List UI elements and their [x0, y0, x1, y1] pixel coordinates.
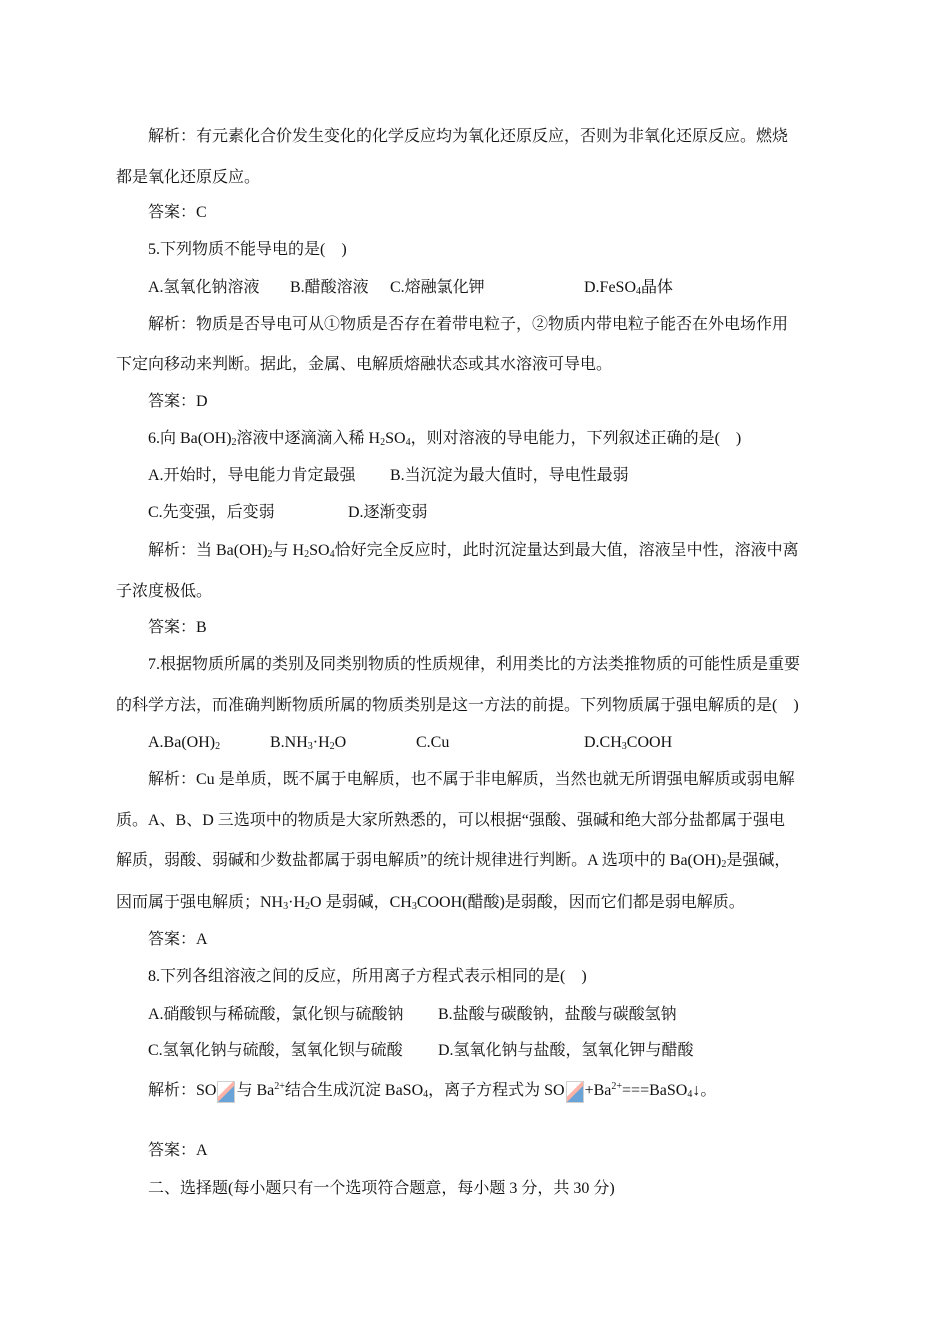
- q8-option-d: [438, 1041, 694, 1061]
- text: B.盐酸与碳酸钠，盐酸与碳酸氢钠: [438, 1006, 677, 1023]
- subscript: 4: [405, 437, 411, 448]
- superscript: 2+: [611, 1081, 623, 1092]
- text: O 是弱碱，CH: [310, 894, 412, 911]
- q7-option-a: [148, 733, 220, 753]
- text: ·H: [288, 894, 306, 911]
- q4-answer: [148, 203, 207, 223]
- text: 6.向 Ba(OH): [148, 430, 232, 447]
- subscript: 3: [411, 901, 417, 912]
- q8-option-a: [148, 1005, 404, 1025]
- text: D.FeSO: [584, 279, 637, 296]
- text: COOH(醋酸)是弱酸，因而它们都是弱电解质。: [416, 894, 745, 911]
- text: 解质，弱酸、弱碱和少数盐都属于弱电解质”的统计规律进行判断。A 选项中的 Ba(OH): [116, 852, 722, 869]
- text: ===BaSO: [622, 1082, 688, 1099]
- q5-option-d: [584, 278, 673, 298]
- q8-option-b: [438, 1005, 677, 1025]
- text: +Ba: [584, 1082, 612, 1099]
- q6-option-c: [148, 503, 275, 523]
- subscript: 4: [423, 1089, 429, 1100]
- text: ，则对溶液的导电能力，下列叙述正确的是( ): [410, 430, 742, 447]
- text: D.逐渐变弱: [348, 504, 428, 521]
- text: 下定向移动来判断。据此，金属、电解质熔融状态或其水溶液可导电。: [116, 356, 613, 373]
- text: 结合生成沉淀 BaSO: [284, 1082, 424, 1099]
- q5-stem: [148, 240, 347, 260]
- text: 答案：D: [148, 393, 208, 410]
- q6-option-b: [390, 466, 629, 486]
- q4-analysis-line-1: [148, 127, 788, 147]
- text: O: [334, 734, 347, 751]
- text: D.氢氧化钠与盐酸，氢氧化钾与醋酸: [438, 1042, 694, 1059]
- broken-image-icon: [217, 1081, 235, 1103]
- q5-analysis-line-1: [148, 315, 788, 335]
- q7-analysis-line-2: [116, 811, 785, 831]
- text: 都是氧化还原反应。: [116, 169, 261, 186]
- subscript: 2: [304, 549, 310, 560]
- subscript: 2: [215, 741, 221, 752]
- text: C.氢氧化钠与硫酸，氢氧化钡与硫酸: [148, 1042, 403, 1059]
- q4-analysis-line-2: [116, 168, 260, 188]
- subscript: 4: [687, 1089, 693, 1100]
- subscript: 2: [380, 437, 386, 448]
- text: 二、选择题(每小题只有一个选项符合题意，每小题 3 分，共 30 分): [148, 1180, 615, 1197]
- q8-option-c: [148, 1041, 403, 1061]
- subscript: 2: [329, 741, 335, 752]
- text: 质。A、B、D 三选项中的物质是大家所熟悉的，可以根据“强酸、强碱和绝大部分盐都属于强电: [116, 812, 785, 829]
- text: D.CH: [584, 734, 622, 751]
- text: 7.根据物质所属的类别及同类别物质的性质规律，利用类比的方法类推物质的可能性质是重要: [148, 656, 801, 673]
- q7-option-b: [270, 733, 346, 753]
- text: C.Cu: [416, 734, 450, 751]
- text: 与 Ba: [236, 1082, 275, 1099]
- subscript: 2: [267, 549, 273, 560]
- text: 溶液中逐滴滴入稀 H: [236, 430, 381, 447]
- text: 子浓度极低。: [116, 583, 213, 600]
- text: 答案：C: [148, 204, 207, 221]
- subscript: 2: [231, 437, 237, 448]
- text: 与 H: [272, 542, 305, 559]
- q8-stem: [148, 967, 587, 987]
- text: SO: [309, 542, 330, 559]
- text: A.开始时，导电能力肯定最强: [148, 467, 356, 484]
- text: A.硝酸钡与稀硫酸，氯化钡与硫酸钠: [148, 1006, 404, 1023]
- text: 晶体: [641, 279, 674, 296]
- q7-analysis-line-4: [116, 893, 745, 913]
- text: COOH: [626, 734, 673, 751]
- text: 解析：物质是否导电可从①物质是否存在着带电粒子，②物质内带电粒子能否在外电场作用: [148, 316, 789, 333]
- text: ·H: [312, 734, 330, 751]
- text: 因而属于强电解质；NH: [116, 894, 284, 911]
- text: 的科学方法，而准确判断物质所属的物质类别是这一方法的前提。下列物质属于强电解质的是( ): [116, 697, 799, 714]
- q5-answer: [148, 392, 208, 412]
- text: 是强碱，: [726, 852, 791, 869]
- q8-analysis: [148, 1081, 716, 1103]
- text: 答案：A: [148, 931, 208, 948]
- broken-image-icon: [566, 1081, 584, 1103]
- subscript: 4: [636, 286, 642, 297]
- q7-analysis-line-1: [148, 770, 795, 790]
- q7-answer: [148, 930, 208, 950]
- q5-option-c: [390, 278, 485, 298]
- text: 8.下列各组溶液之间的反应，所用离子方程式表示相同的是( ): [148, 968, 587, 985]
- text: 解析：有元素化合价发生变化的化学反应均为氧化还原反应，否则为非氧化还原反应。燃烧: [148, 128, 789, 145]
- section-heading: [148, 1179, 615, 1199]
- text: 恰好完全反应时，此时沉淀量达到最大值，溶液呈中性，溶液中离: [334, 542, 799, 559]
- q6-option-d: [348, 503, 428, 523]
- text: 答案：A: [148, 1142, 208, 1159]
- subscript: 3: [621, 741, 627, 752]
- q7-analysis-line-3: [116, 851, 790, 871]
- q6-option-a: [148, 466, 356, 486]
- q5-option-b: [290, 278, 369, 298]
- text: 5.下列物质不能导电的是( ): [148, 241, 347, 258]
- text: 解析：SO: [148, 1082, 217, 1099]
- q6-answer: [148, 618, 207, 638]
- q5-option-a: [148, 278, 260, 298]
- subscript: 4: [329, 549, 335, 560]
- q7-stem-line-2: [116, 696, 799, 716]
- q5-analysis-line-2: [116, 355, 612, 375]
- text: 解析：当 Ba(OH): [148, 542, 268, 559]
- q6-analysis-line-1: [148, 541, 799, 561]
- subscript: 2: [305, 901, 311, 912]
- q6-analysis-line-2: [116, 582, 212, 602]
- text: B.醋酸溶液: [290, 279, 369, 296]
- q7-option-c: [416, 733, 449, 753]
- q7-option-d: [584, 733, 672, 753]
- q8-answer: [148, 1141, 208, 1161]
- subscript: 3: [283, 901, 289, 912]
- text: B.当沉淀为最大值时，导电性最弱: [390, 467, 629, 484]
- q6-stem: [148, 429, 741, 449]
- text: C.先变强，后变弱: [148, 504, 275, 521]
- text: A.氢氧化钠溶液: [148, 279, 260, 296]
- text: ↓。: [692, 1082, 717, 1099]
- text: ，离子方程式为 SO: [428, 1082, 565, 1099]
- q7-stem-line-1: [148, 655, 800, 675]
- subscript: 2: [721, 859, 727, 870]
- superscript: 2+: [274, 1081, 285, 1092]
- text: 答案：B: [148, 619, 207, 636]
- subscript: 3: [307, 741, 313, 752]
- text: SO: [385, 430, 406, 447]
- text: C.熔融氯化钾: [390, 279, 485, 296]
- text: 解析：Cu 是单质，既不属于电解质，也不属于非电解质，当然也就无所谓强电解质或弱电解: [148, 771, 795, 788]
- text: B.NH: [270, 734, 308, 751]
- text: A.Ba(OH): [148, 734, 216, 751]
